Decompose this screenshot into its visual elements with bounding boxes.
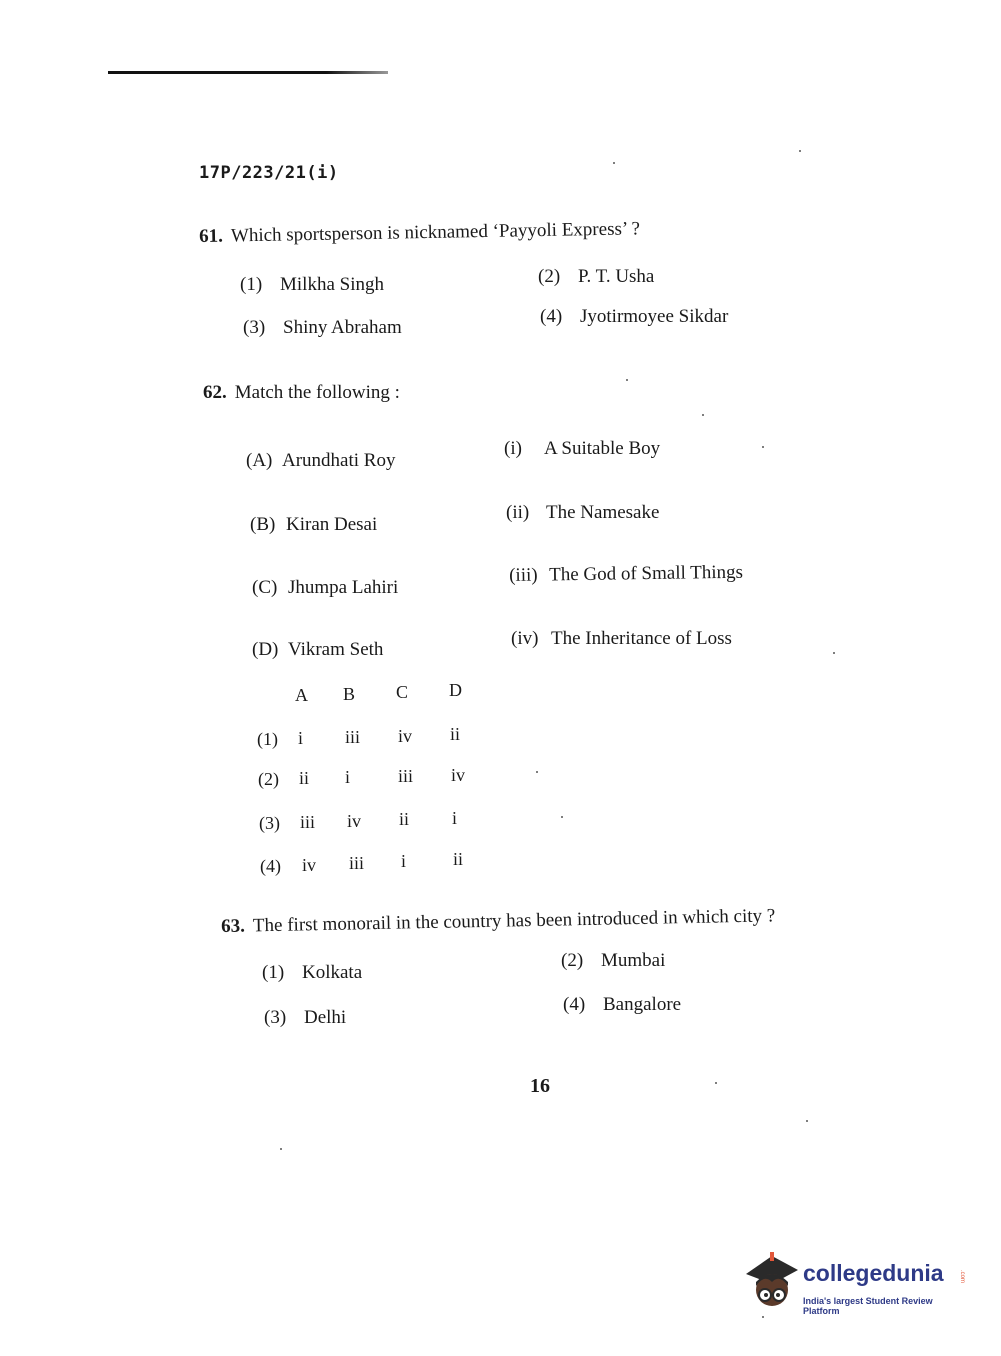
scan-speck: [561, 816, 563, 818]
scan-speck: [613, 162, 615, 164]
scan-speck: [536, 771, 538, 773]
match-right-i: (i) A Suitable Boy: [504, 438, 661, 459]
grid-header-d: D: [449, 680, 462, 700]
collegedunia-logo: [740, 1252, 970, 1316]
question-text: Match the following :: [234, 382, 400, 403]
scan-speck: [715, 1082, 717, 1084]
page-number: 16: [530, 1075, 550, 1097]
match-left-b: (B) Kiran Desai: [250, 514, 378, 535]
header-rule: [108, 71, 388, 74]
question-text: Which sportsperson is nicknamed ‘Payyoli Express’ ?: [230, 218, 641, 247]
grid-cell: ii: [399, 809, 410, 829]
grid-row-num: (1): [257, 729, 278, 749]
question-number: 62.: [203, 382, 227, 403]
question-63: [221, 905, 775, 938]
brand-tagline: India's largest Student Review Platform: [803, 1296, 933, 1316]
grid-cell: iv: [347, 811, 362, 831]
grid-cell: iv: [398, 726, 413, 746]
question-text: The first monorail in the country has been introduced in which city ?: [252, 905, 776, 937]
question-61: [199, 218, 640, 248]
grid-row-num: (3): [259, 813, 280, 833]
match-left-c: (C) Jhumpa Lahiri: [252, 577, 399, 598]
grid-cell: i: [345, 767, 351, 787]
grid-cell: iii: [345, 727, 361, 747]
grid-cell: iv: [451, 765, 466, 785]
match-right-ii: (ii) The Namesake: [506, 502, 660, 523]
grid-cell: i: [298, 728, 304, 748]
scan-speck: [799, 150, 801, 152]
grid-cell: ii: [450, 724, 461, 744]
grid-cell: i: [401, 851, 407, 871]
match-left-d: (D) Vikram Seth: [252, 639, 384, 660]
scan-speck: [806, 1120, 808, 1122]
grid-row-num: (4): [260, 856, 281, 876]
grid-cell: iii: [300, 812, 316, 832]
scan-speck: [762, 446, 764, 448]
grid-cell: iv: [302, 855, 317, 875]
grid-header-c: C: [396, 682, 409, 702]
q61-option-2: (2) P. T. Usha: [538, 266, 655, 287]
brand-suffix: .com: [959, 1270, 965, 1284]
brand-wordmark: collegedunia: [803, 1260, 944, 1286]
q63-option-2: (2) Mumbai: [561, 950, 666, 971]
scan-speck: [762, 1316, 764, 1318]
scan-speck: [702, 414, 704, 416]
scan-speck: [833, 652, 835, 654]
match-right-iv: (iv) The Inheritance of Loss: [511, 628, 732, 649]
grid-row-num: (2): [258, 769, 279, 789]
grid-cell: ii: [299, 768, 310, 788]
q61-option-3: (3) Shiny Abraham: [243, 317, 402, 338]
question-62: [203, 382, 400, 404]
q61-option-4: (4) Jyotirmoyee Sikdar: [540, 306, 729, 327]
grid-cell: ii: [453, 849, 464, 869]
paper-code: 17P/223/21(i): [199, 163, 339, 183]
grid-cell: iii: [398, 766, 414, 786]
q61-option-1: (1) Milkha Singh: [240, 274, 384, 295]
match-right-iii: (iii) The God of Small Things: [509, 561, 744, 586]
scan-speck: [280, 1148, 282, 1150]
question-number: 61.: [199, 225, 224, 247]
q63-option-1: (1) Kolkata: [262, 962, 363, 983]
scan-speck: [626, 379, 628, 381]
grid-cell: iii: [349, 853, 365, 873]
grid-cell: i: [452, 808, 458, 828]
grid-header-a: A: [295, 685, 308, 705]
q63-option-4: (4) Bangalore: [563, 994, 682, 1015]
match-left-a: (A) Arundhati Roy: [246, 450, 396, 471]
grid-header-b: B: [343, 684, 356, 704]
mascot-icon: [740, 1252, 800, 1312]
q63-option-3: (3) Delhi: [264, 1007, 347, 1028]
question-number: 63.: [221, 915, 246, 937]
